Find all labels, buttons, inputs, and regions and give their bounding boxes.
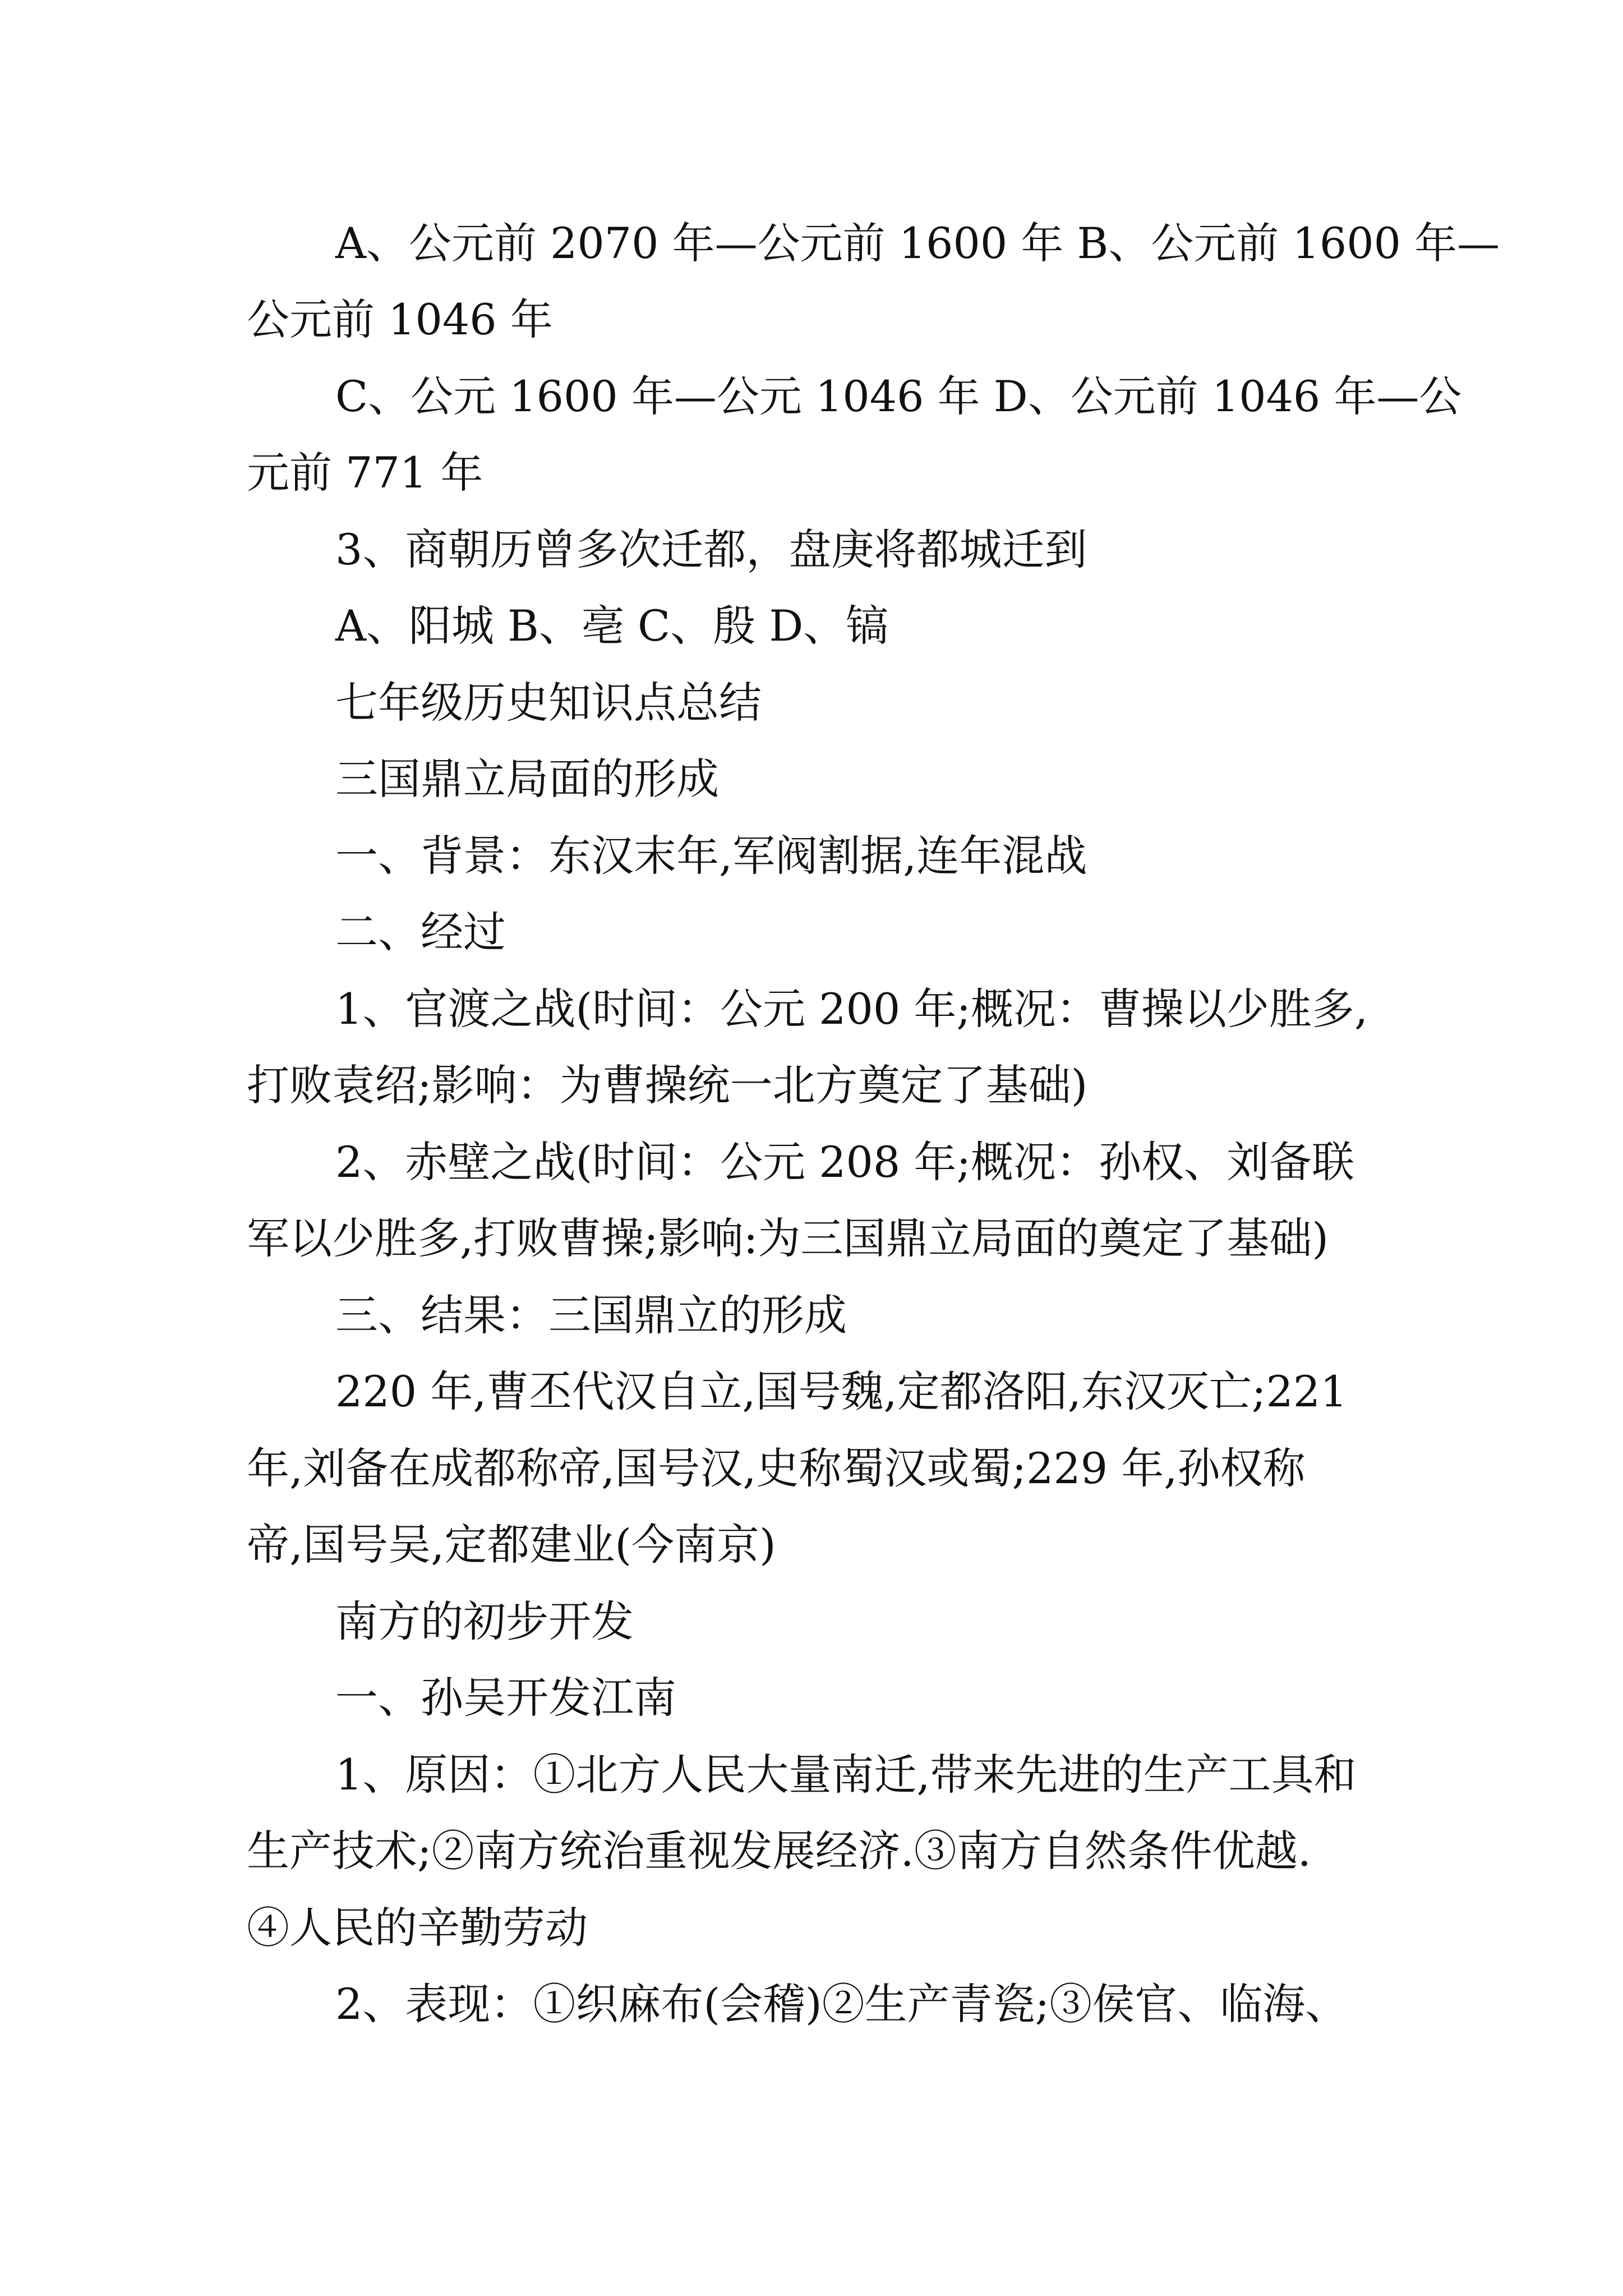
paragraph-guandu: 1、官渡之战(时间：公元 200 年;概况：曹操以少胜多, (335, 984, 1368, 1034)
question-3: 3、商朝历曾多次迁都，盘庚将都城迁到 (335, 524, 1087, 574)
paragraph-result-cont-1: 年,刘备在成都称帝,国号汉,史称蜀汉或蜀;229 年,孙权称 (247, 1443, 1306, 1493)
paragraph-result: 220 年,曹丕代汉自立,国号魏,定都洛阳,东汉灭亡;221 (335, 1366, 1348, 1416)
paragraph-sunwu-heading: 一、孙吴开发江南 (335, 1673, 676, 1723)
paragraph-background: 一、背景：东汉末年,军阀割据,连年混战 (335, 831, 1087, 881)
option-line-ab-cont: 公元前 1046 年 (247, 295, 553, 344)
option-line-ab: A、公元前 2070 年—公元前 1600 年 B、公元前 1600 年— (335, 218, 1500, 268)
paragraph-chibi-cont: 军以少胜多,打败曹操;影响:为三国鼎立局面的奠定了基础) (247, 1213, 1329, 1263)
paragraph-reasons: 1、原因：①北方人民大量南迁,带来先进的生产工具和 (335, 1750, 1357, 1800)
paragraph-reasons-cont-2: ④人民的辛勤劳动 (247, 1903, 588, 1953)
paragraph-result-cont-2: 帝,国号吴,定都建业(今南京) (247, 1520, 776, 1570)
topic-heading-south: 南方的初步开发 (335, 1596, 634, 1646)
option-line-cd: C、公元 1600 年—公元 1046 年 D、公元前 1046 年—公 (335, 371, 1462, 421)
paragraph-process-heading: 二、经过 (335, 907, 506, 957)
section-title: 七年级历史知识点总结 (335, 678, 762, 728)
paragraph-chibi: 2、赤壁之战(时间：公元 208 年;概况：孙权、刘备联 (335, 1137, 1354, 1187)
paragraph-guandu-cont: 打败袁绍;影响：为曹操统一北方奠定了基础) (247, 1060, 1088, 1110)
paragraph-manifestations: 2、表现：①织麻布(会稽)②生产青瓷;③侯官、临海、 (335, 1979, 1348, 2029)
paragraph-result-heading: 三、结果：三国鼎立的形成 (335, 1290, 847, 1340)
paragraph-reasons-cont-1: 生产技术;②南方统治重视发展经济.③南方自然条件优越. (247, 1826, 1311, 1876)
question-3-options: A、阳城 B、亳 C、殷 D、镐 (335, 601, 889, 651)
option-line-cd-cont: 元前 771 年 (247, 448, 483, 498)
topic-heading-three-kingdoms: 三国鼎立局面的形成 (335, 754, 719, 804)
